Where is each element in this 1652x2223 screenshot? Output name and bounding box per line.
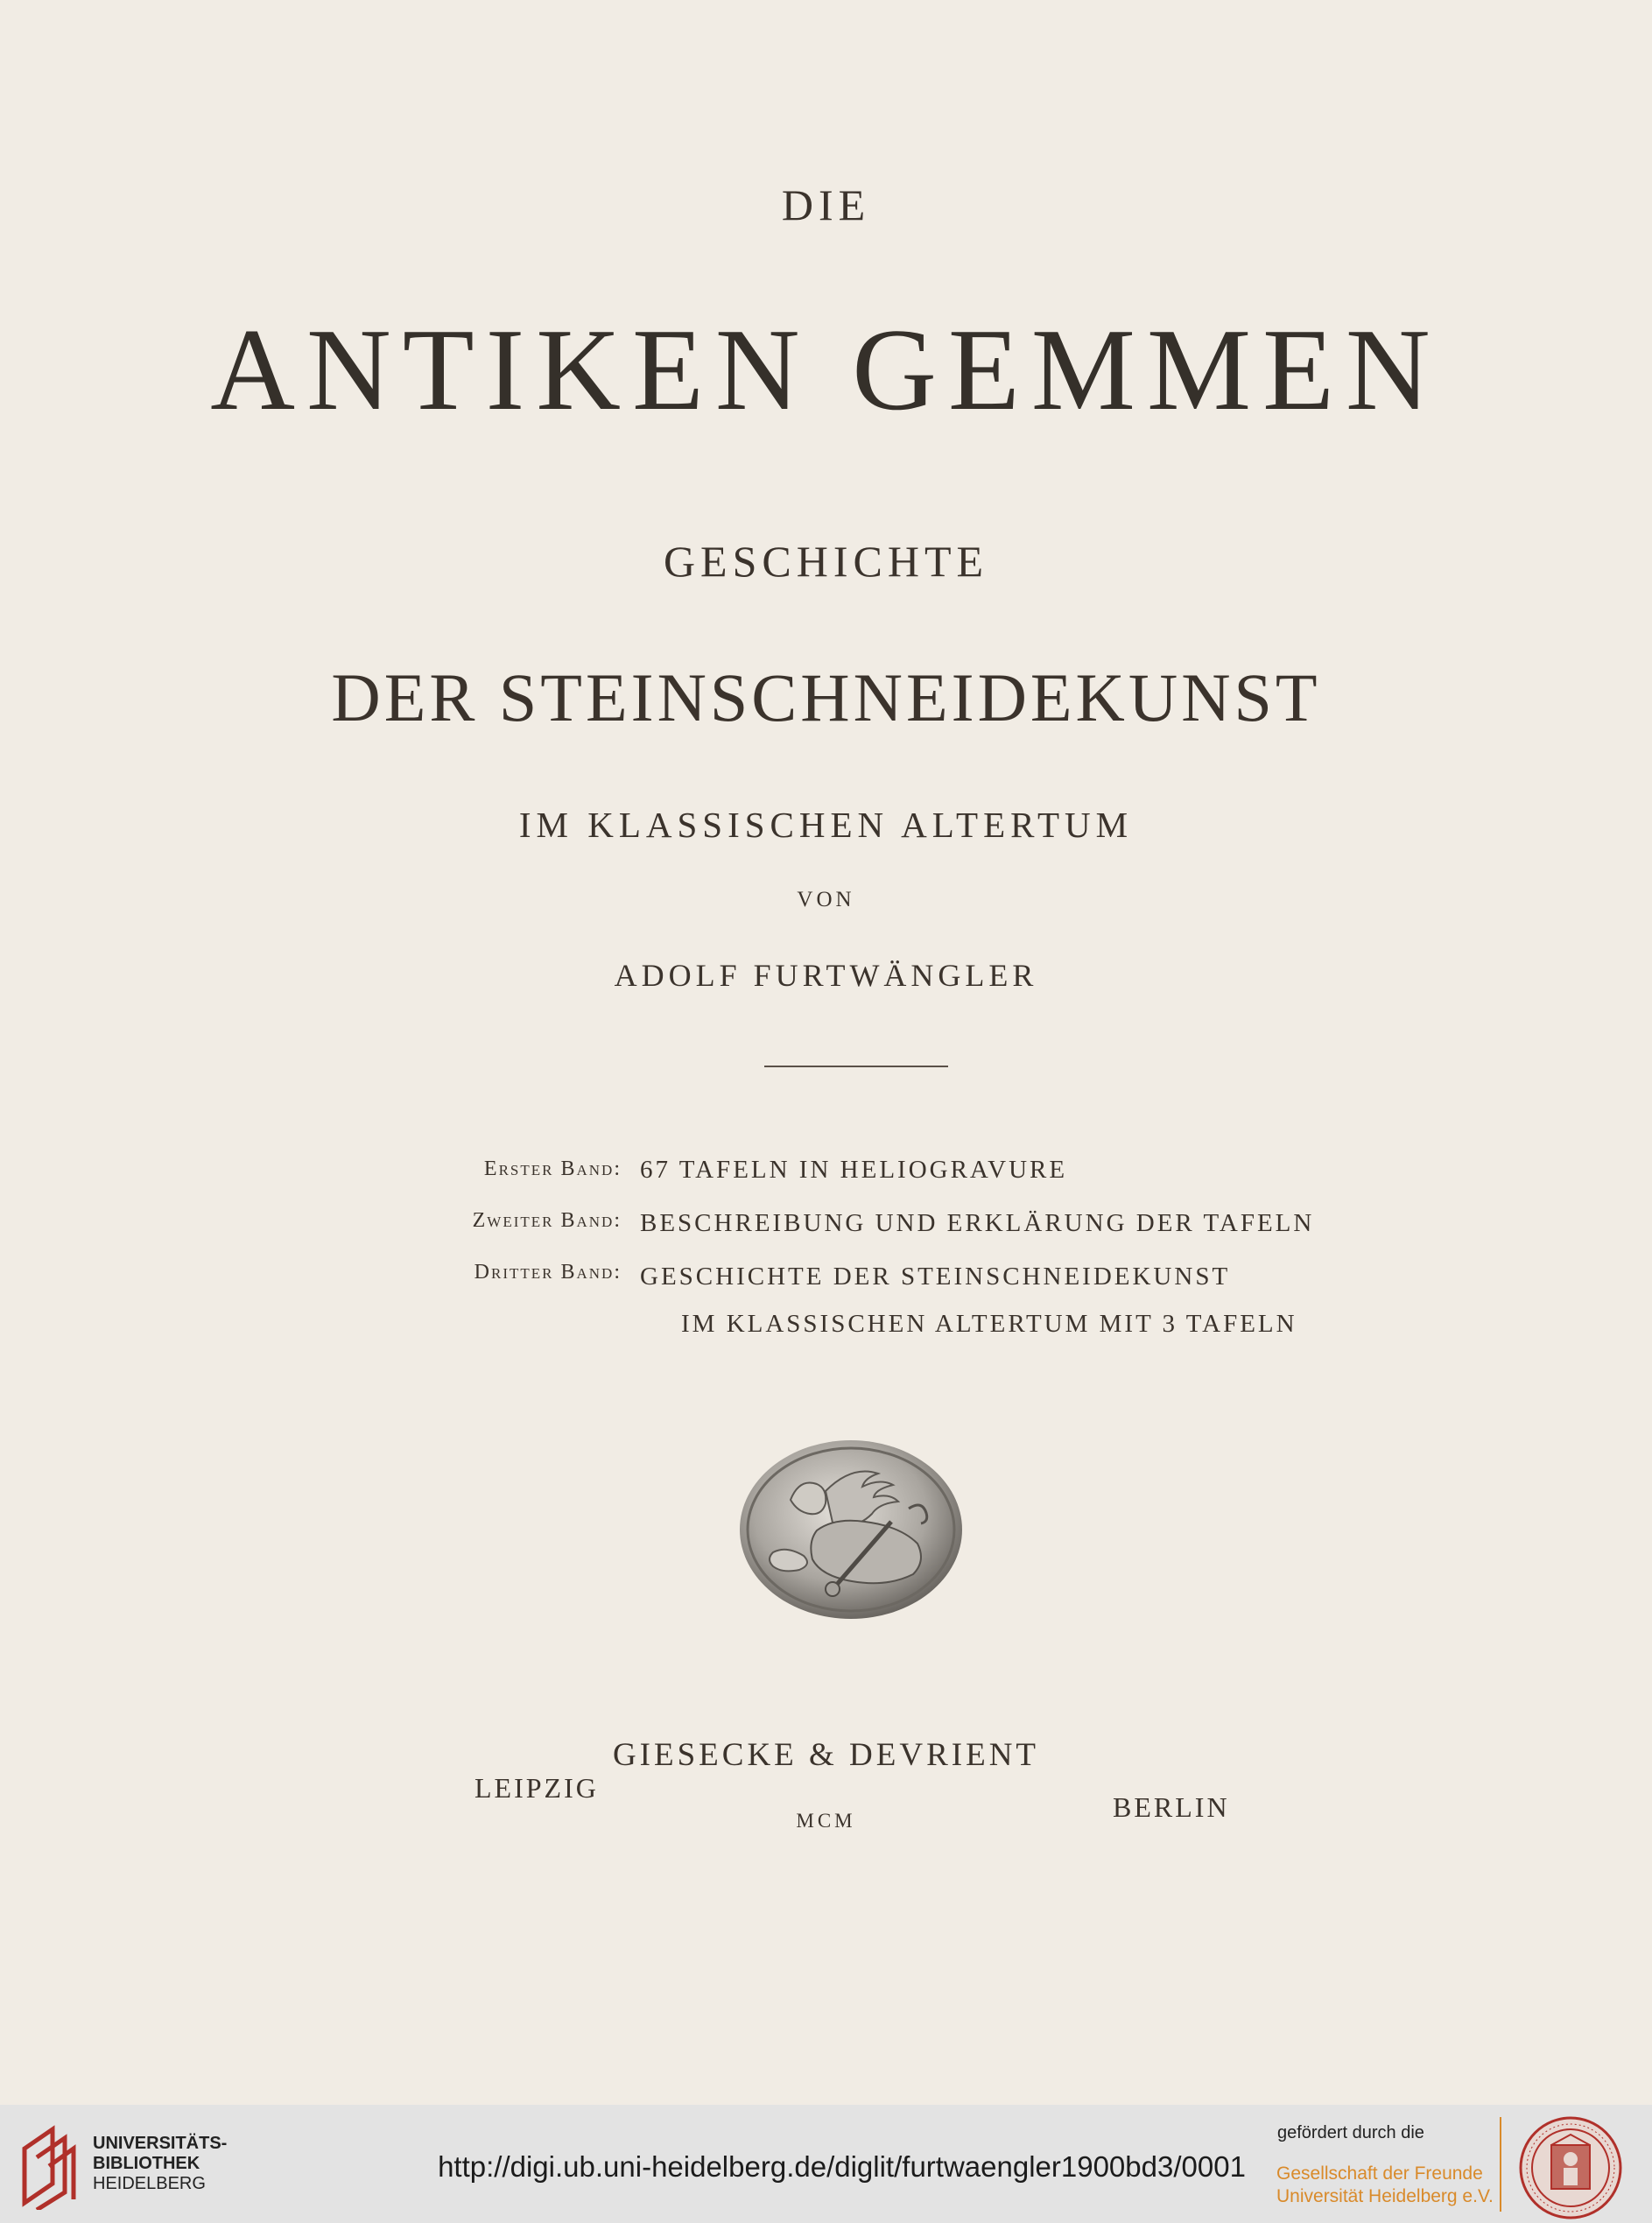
sponsor-label: gefördert durch die	[1277, 2123, 1424, 2142]
subtitle-geschichte: GESCHICHTE	[663, 537, 989, 586]
by-line: VON	[797, 888, 855, 911]
library-name-line3: HEIDELBERG	[93, 2174, 206, 2193]
publisher-name: GIESECKE & DEVRIENT	[612, 1737, 1040, 1773]
permalink-link[interactable]: http://digi.ub.uni-heidelberg.de/diglit/furtwaengler1900bd3/0001	[438, 2150, 1246, 2183]
divider-rule	[764, 1066, 948, 1067]
volume-3-text: GESCHICHTE DER STEINSCHNEIDEKUNST	[640, 1263, 1231, 1291]
subtitle-altertum: IM KLASSISCHEN ALTERTUM	[518, 805, 1134, 845]
city-leipzig: LEIPZIG	[475, 1772, 599, 1804]
volume-2-text: BESCHREIBUNG UND ERKLÄRUNG DER TAFELN	[640, 1209, 1315, 1237]
subtitle-steinschneidekunst: DER STEINSCHNEIDEKUNST	[331, 659, 1321, 735]
sponsor-divider	[1500, 2117, 1501, 2212]
digitization-footer	[0, 2105, 1652, 2223]
volume-3-label: Dritter Band:	[474, 1261, 622, 1284]
engraved-gem-sphinx-icon	[738, 1439, 964, 1621]
volume-3-text-continued: IM KLASSISCHEN ALTERTUM MIT 3 TAFELN	[681, 1310, 1297, 1338]
author-name: ADOLF FURTWÄNGLER	[614, 958, 1038, 993]
university-seal-icon	[1518, 2115, 1623, 2220]
publication-year: MCM	[796, 1810, 856, 1832]
library-name-line1: UNIVERSITÄTS-	[93, 2134, 228, 2153]
sponsor-name[interactable]	[1276, 2163, 1494, 2208]
volume-1-text: 67 TAFELN IN HELIOGRAVURE	[640, 1156, 1068, 1184]
title-line-die: DIE	[781, 180, 871, 229]
sponsor-name-line1: Gesellschaft der Freunde	[1276, 2163, 1483, 2184]
sponsor-name-line2: Universität Heidelberg e.V.	[1276, 2186, 1494, 2206]
volume-2-label: Zweiter Band:	[472, 1209, 622, 1232]
main-title: ANTIKEN GEMMEN	[210, 305, 1442, 434]
city-berlin: BERLIN	[1113, 1791, 1230, 1823]
library-name-line2: BIBLIOTHEK	[93, 2154, 200, 2173]
volume-1-label: Erster Band:	[483, 1157, 622, 1180]
